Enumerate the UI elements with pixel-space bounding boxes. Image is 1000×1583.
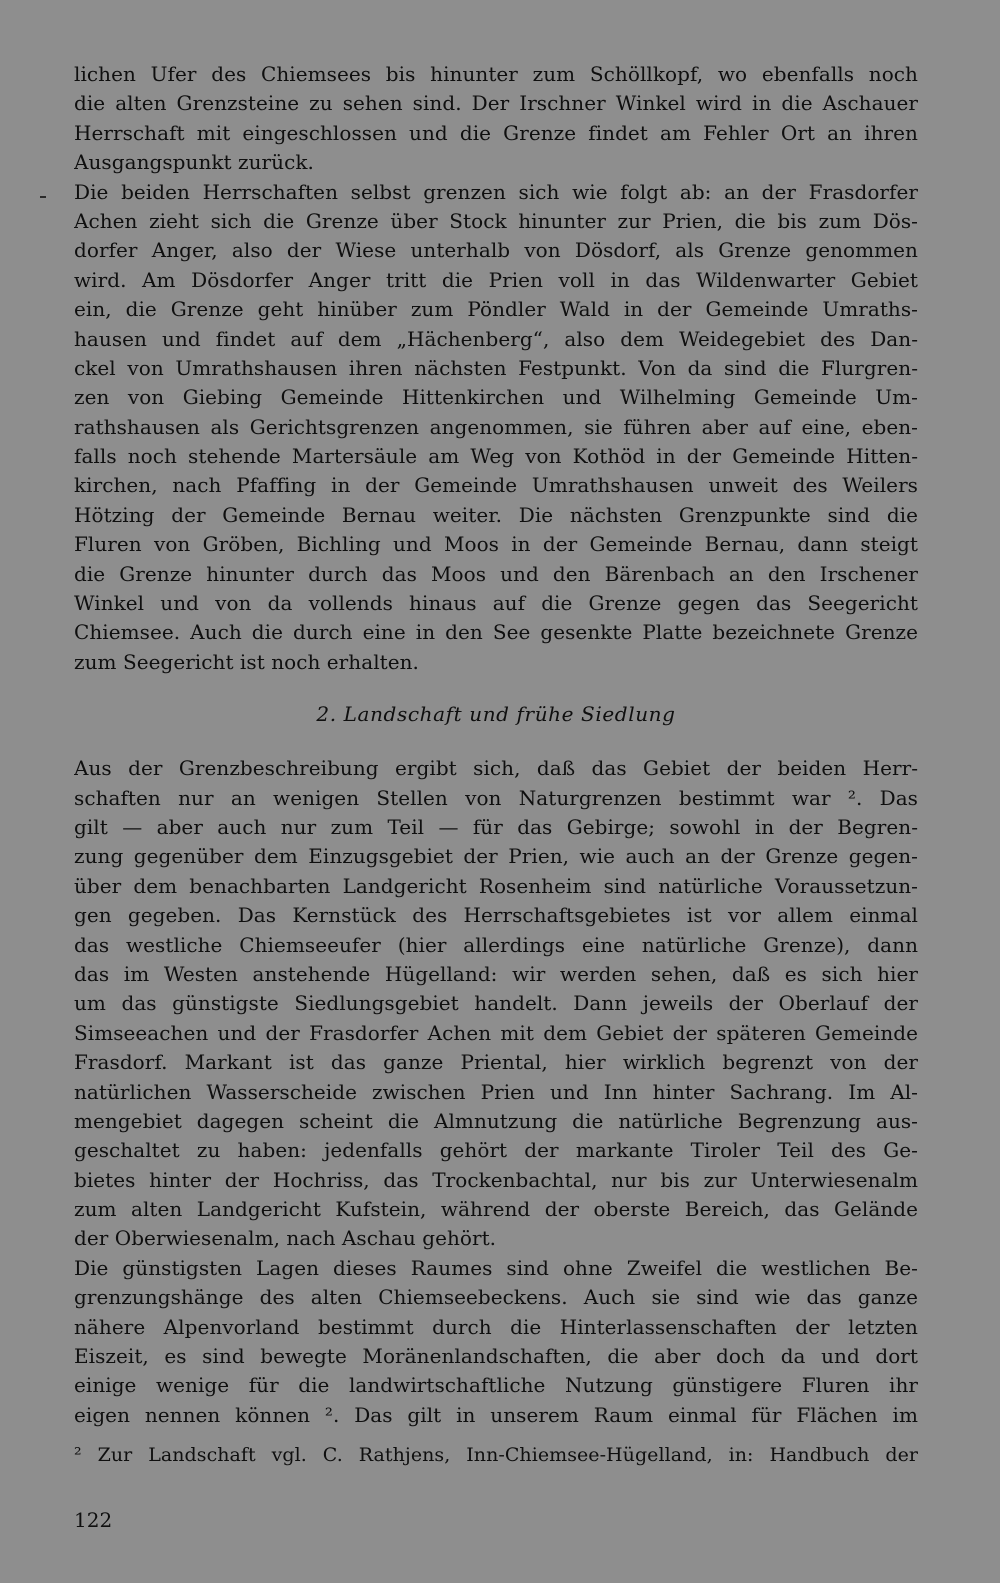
text-line: Simseeachen und der Frasdorfer Achen mit dem Gebiet der späteren Gemeinde bbox=[74, 1020, 918, 1045]
page-body bbox=[74, 60, 918, 1470]
text-line: Achen zieht sich die Grenze über Stock hinunter zur Prien, die bis zum Dös- bbox=[74, 208, 918, 233]
text-line: Ausgangspunkt zurück. bbox=[74, 150, 314, 175]
text-line: um das günstigste Siedlungsgebiet handelt. Dann jeweils der Oberlauf der bbox=[74, 991, 918, 1016]
text-line: der Oberwiesenalm, nach Aschau gehört. bbox=[74, 1226, 497, 1251]
text-line: Frasdorf. Markant ist das ganze Priental, hier wirklich begrenzt von der bbox=[74, 1050, 918, 1075]
text-line: schaften nur an wenigen Stellen von Naturgrenzen bestimmt war ². Das bbox=[74, 785, 918, 810]
text-line: Winkel und von da vollends hinaus auf die Grenze gegen das Seegericht bbox=[74, 591, 918, 616]
text-line: lichen Ufer des Chiemsees bis hinunter zum Schöllkopf, wo ebenfalls noch bbox=[74, 62, 918, 86]
text-line: bietes hinter der Hochriss, das Trockenbachtal, nur bis zur Unterwiesenalm bbox=[74, 1167, 918, 1192]
text-line: Aus der Grenzbeschreibung ergibt sich, daß das Gebiet der beiden Herr- bbox=[74, 756, 918, 781]
paragraph-2 bbox=[74, 178, 918, 678]
footnote: ² Zur Landschaft vgl. C. Rathjens, Inn-Chiemsee-Hügelland, in: Handbuch der bbox=[74, 1444, 918, 1467]
text-line: das westliche Chiemseeufer (hier allerdings eine natürliche Grenze), dann bbox=[74, 932, 918, 957]
paragraph-3 bbox=[74, 754, 918, 1254]
footnote-separator bbox=[74, 1430, 918, 1440]
text-line: zum alten Landgericht Kufstein, während der oberste Bereich, das Gelände bbox=[74, 1197, 918, 1222]
text-line: wird. Am Dösdorfer Anger tritt die Prien voll in das Wildenwarter Gebiet bbox=[74, 267, 918, 292]
text-line: kirchen, nach Pfaffing in der Gemeinde Umrathshausen unweit des Weilers bbox=[74, 473, 918, 498]
text-line: eigen nennen können ². Das gilt in unserem Raum einmal für Flächen im bbox=[74, 1402, 918, 1427]
text-line: Chiemsee. Auch die durch eine in den See gesenkte Platte bezeichnete Grenze bbox=[74, 620, 918, 645]
section-heading: 2. Landschaft und frühe Siedlung bbox=[316, 702, 676, 727]
text-line: ckel von Umrathshausen ihren nächsten Festpunkt. Von da sind die Flurgren- bbox=[74, 355, 918, 380]
text-line: Herrschaft mit eingeschlossen und die Grenze findet am Fehler Ort an ihren bbox=[74, 120, 918, 145]
text-line: rathshausen als Gerichtsgrenzen angenommen, sie führen aber auf eine, eben- bbox=[74, 414, 918, 439]
text-line: über dem benachbarten Landgericht Rosenheim sind natürliche Voraussetzun- bbox=[74, 873, 918, 898]
text-line: Hötzing der Gemeinde Bernau weiter. Die nächsten Grenzpunkte sind die bbox=[74, 502, 918, 527]
text-line: dorfer Anger, also der Wiese unterhalb von Dösdorf, als Grenze genommen bbox=[74, 238, 918, 263]
text-line: mengebiet dagegen scheint die Almnutzung die natürliche Begrenzung aus- bbox=[74, 1108, 918, 1133]
margin-mark bbox=[40, 196, 46, 198]
text-line: gen gegeben. Das Kernstück des Herrschaftsgebietes ist vor allem einmal bbox=[74, 903, 918, 928]
paragraph-1 bbox=[74, 60, 918, 178]
text-line: nähere Alpenvorland bestimmt durch die Hinterlassenschaften der letzten bbox=[74, 1314, 918, 1339]
text-line: natürlichen Wasserscheide zwischen Prien und Inn hinter Sachrang. Im Al- bbox=[74, 1079, 918, 1104]
text-line: zung gegenüber dem Einzugsgebiet der Prien, wie auch an der Grenze gegen- bbox=[74, 844, 918, 869]
paragraph-4 bbox=[74, 1254, 918, 1430]
text-line: gilt — aber auch nur zum Teil — für das Gebirge; sowohl in der Begren- bbox=[74, 814, 918, 839]
text-line: einige wenige für die landwirtschaftliche Nutzung günstigere Fluren ihr bbox=[74, 1373, 918, 1398]
text-line: hausen und findet auf dem „Hächenberg“, also dem Weidegebiet des Dan- bbox=[74, 326, 918, 351]
text-line: die Grenze hinunter durch das Moos und den Bärenbach an den Irschener bbox=[74, 561, 918, 586]
text-line: Die beiden Herrschaften selbst grenzen sich wie folgt ab: an der Frasdorfer bbox=[74, 179, 918, 204]
text-line: Eiszeit, es sind bewegte Moränenlandschaften, die aber doch da und dort bbox=[74, 1344, 918, 1369]
text-line: falls noch stehende Martersäule am Weg von Kothöd in der Gemeinde Hitten- bbox=[74, 444, 918, 469]
page-number: 122 bbox=[74, 1508, 113, 1532]
text-line: Die günstigsten Lagen dieses Raumes sind ohne Zweifel die westlichen Be- bbox=[74, 1255, 918, 1280]
text-line: zen von Giebing Gemeinde Hittenkirchen und Wilhelming Gemeinde Um- bbox=[74, 385, 918, 410]
text-line: das im Westen anstehende Hügelland: wir werden sehen, daß es sich hier bbox=[74, 961, 918, 986]
text-line: Fluren von Gröben, Bichling und Moos in der Gemeinde Bernau, dann steigt bbox=[74, 532, 918, 557]
text-line: geschaltet zu haben: jedenfalls gehört der markante Tiroler Teil des Ge- bbox=[74, 1138, 918, 1163]
text-line: zum Seegericht ist noch erhalten. bbox=[74, 649, 419, 674]
text-line: ein, die Grenze geht hinüber zum Pöndler Wald in der Gemeinde Umraths- bbox=[74, 297, 918, 322]
text-line: die alten Grenzsteine zu sehen sind. Der Irschner Winkel wird in die Aschauer bbox=[74, 91, 918, 116]
text-line: grenzungshänge des alten Chiemseebeckens. Auch sie sind wie das ganze bbox=[74, 1285, 918, 1310]
